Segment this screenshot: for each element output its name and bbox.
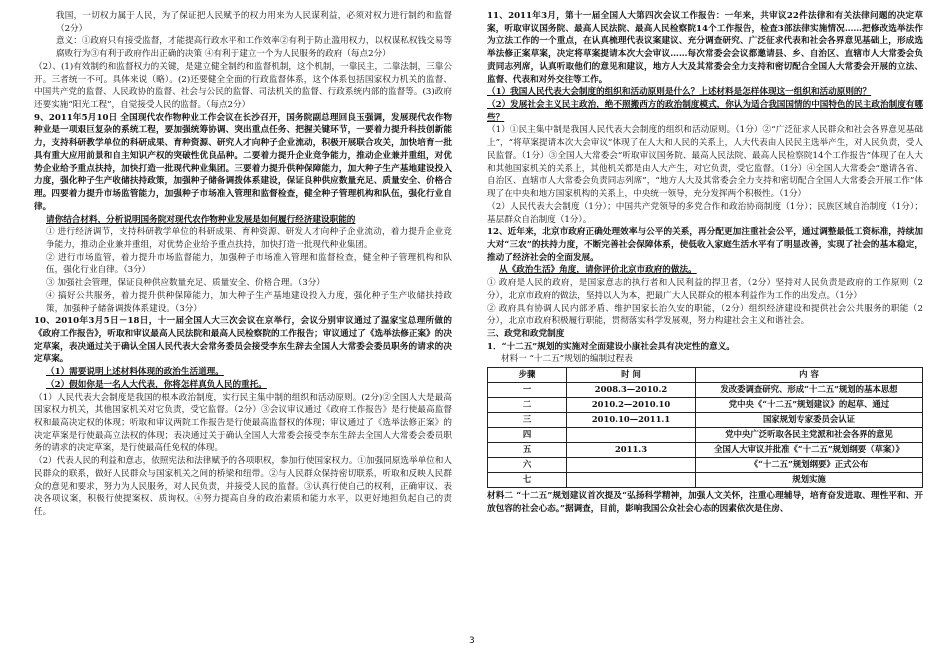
page-number: 3 [469,636,475,646]
table-body [488,383,923,488]
section-title: 三、政党和政党制度 [487,328,565,339]
paragraph: 我国，一切权力属于人民，为了保证把人民赋予的权力用来为人民谋利益，必须对权力进行制约和监督（2分） [56,11,452,34]
table-row [488,473,923,488]
paragraph: ③ 加强社会管理，保证良种供应数量充足、质量安全、价格合理。（3分） [46,278,325,289]
paragraph: （2）发展社会主义民主政治，绝不照搬西方的政治制度模式，你认为适合我国国情的中国特色的民主政治制度有哪些？ [487,100,923,123]
paragraph: ① 政府是人民的政府，是国家意志的执行者和人民利益的捍卫者，（2分）坚持对人民负责是政府的工作原则（2分），北京市政府的做法，坚持以人为本，把最广大人民群众的根本利益作为工作的出发点。（1分） [487,278,923,301]
question-1-title: 1．“十二五”规划的实施对全面建设小康社会具有决定性的意义。 [487,341,735,352]
table-cell-step: 六 [488,458,567,473]
paragraph: 9、2011年5月10日 全国现代农作物种业工作会议在长沙召开，国务院副总理回良玉强调，发展现代农作物种业是一项艰巨复杂的系统工程，要加强统筹协调、突出重点任务、把握关键环节，一要着力提升科技创新能力，支持科研教学单位的科研成果、育种资源、研究人才向种子企业流动，积极开展联合攻关，加快培育一批具有重大应用前景和自主知识产权的突破性优良品种。二要着力提升企业竞争能力，推动企业兼并重组，对优势企业给予重点扶持，加快打造一批现代种业集团。三要着力提升供种保障能力，加大种子生产基地建设投入力度，强化种子生产收储扶持政策，加强种子储备调拨体系建设，保证良种供应数量充足、质量安全、价格合理。四要着力提升市场监管能力，加强种子市场准入管理和监督检查，健全种子管理机构和队伍，强化行业自律。 [34,112,452,212]
paragraph: ① 进行经济调节，支持科研教学单位的科研成果、育种资源、研发人才向种子企业流动，着力提升企业竞争能力，推动企业兼并重组，对优势企业给予重点扶持，加快打造一批现代种业集团。 [46,227,452,250]
table-row [488,428,923,443]
table-header-content: 内 容 [696,368,923,383]
table-cell-step: 二 [488,398,567,413]
table-caption: 材料一 “十二五”规划的编制过程表 [501,354,633,365]
table-cell-time [567,428,696,443]
paragraph: 从《政治生活》角度，请你评价北京市政府的做法。 [499,265,697,276]
table-cell-time: 2010.10—2011.1 [567,413,696,428]
paragraph: 意义：①政府只有接受监督，才能提高行政水平和工作效率②有利于防止滥用权力，以权谋私权钱交易等腐败行为③有利于政府作出正确的决策 ④有利于建立一个为人民服务的政府（每点2分） [56,36,452,60]
table-cell-step: 四 [488,428,567,443]
table-cell-content: 国家规划专家委员会认证 [696,413,923,428]
paragraph: （1）我国人民代表大会制度的组织和活动原则是什么？上述材料是怎样体现这一组织和活动原则的？ [487,87,872,98]
paragraph: （2）代表人民的利益和意志，依照宪法和法律赋予的各项职权，参加行使国家权力。①加强同原选举单位和人民群众的联系，做好人民群众与国家机关之间的桥梁和纽带。②与人民群众保持密切联系，听取和反映人民群众的意见和要求，努力为人民服务，对人民负责，并接受人民的监督。③认真行使自己的权利，正确审议、表决各项议案，积极行使提案权、质询权。④努力提高自身的政治素质和能力水平，以更好地担负起自己的责任。 [34,456,452,518]
table-header-time: 时 间 [567,368,696,383]
right-column-text [487,10,923,328]
table-cell-content: 《“十二五”规划纲要》正式公布 [696,458,923,473]
left-column [34,10,452,519]
table-cell-content: 党中央广泛听取各民主党派和社会各界的意见 [696,428,923,443]
table-row [488,458,923,473]
table-cell-time [567,458,696,473]
paragraph: ② 政府具有协调人民内部矛盾、维护国家长治久安的职能，（2分）组织经济建设和提供社会公共服务的职能（2分），北京市政府积极履行职能，贯彻落实科学发展观，努力构建社会主义和谐社会。 [487,303,923,327]
table-row [488,443,923,458]
paragraph: 10、2010年3月5日－18日，十一届全国人大三次会议在京举行，会议分别审议通过了温家宝总理所做的《政府工作报告》，听取和审议最高人民法院和最高人民检察院的工作报告；审议通过了《选举法修正案》的决定草案，表决通过关于确认全国人民代表大会常务委员会接受李东生辞去全国人大常委会委员职务的请求的决定草案。 [34,316,452,365]
table-cell-content: 规划实施 [696,473,923,488]
table-header-row [488,368,923,383]
table-cell-time: 2011.3 [567,443,696,458]
table-cell-content: 全国人大审议并批准《“十二五”规划纲要（草案）》 [696,443,923,458]
table-row [488,398,923,413]
table-row [488,413,923,428]
table-cell-step: 七 [488,473,567,488]
paragraph: （1）人民代表大会制度是我国的根本政治制度，实行民主集中制的组织和活动原则。(2分)②全国人大是最高国家权力机关，其他国家机关对它负责，受它监督。（2分）③会议审议通过《政府工作报告》是行使最高监督权和最高决定权的体现；听取和审议两院工作报告是行使最高监督权的体现；审议通过了《选举法修正案》的决定草案是行使最高立法权的体现；表决通过关于确认全国人大常委会接受李东生辞去全国人大常委会委员职务的请求的决定草案，是行使最高任免权的体现。 [34,392,452,454]
table-cell-step: 一 [488,383,567,398]
table-cell-step: 五 [488,443,567,458]
table-cell-content: 发改委调查研究、形成“十二五”规划的基本思想 [696,383,923,398]
table-cell-time: 2010.2—2010.10 [567,398,696,413]
paragraph: （1）需要说明上述材料体现的政治生活道理。 [46,367,224,378]
paragraph: （2）人民代表大会制度（1分）；中国共产党领导的多党合作和政治协商制度（1分）；民族区域自治制度（1分）；基层群众自治制度（1分）。 [487,201,923,225]
table-row [488,383,923,398]
table-header-step: 步骤 [488,368,567,383]
table-cell-time [567,473,696,488]
paragraph: 11、2011年3月，第十一届全国人大第四次会议工作报告：一年来，共审议22件法律和有关法律问题的决定草案，听取审议国务院、最高人民法院、最高人民检察院14个工作报告，检查3部法律实施情况……把修改选举法作为立法工作的一个重点，在认真梳理代表议案建议、充分调查研究、广泛征求代表和社会各界意见基础上，形成选举法修正案草案，决定将草案提请本次大会审议……每次常委会会议都邀请县、乡、自治区、直辖市人大常委会负责同志列席，认真听取他们的意见和建议，地方人大及其常委会全力支持和密切配合全国人大常委会开展的立法、监督、代表和对外交往等工作。 [487,11,923,85]
paragraph: 12、近年来，北京市政府正确处理效率与公平的关系，再分配更加注重社会公平，通过调整最低工资标准，持续加大对“三农”的扶持力度，不断完善社会保障体系，使低收入家庭生活水平有了明显改善，实现了社会的基本稳定，推动了经济社会的全面发展。 [487,227,923,263]
table-cell-step: 三 [488,413,567,428]
material-2-text: 材料二 “十二五”规划建议首次提及“弘扬科学精神，加强人文关怀，注重心理辅导，培育奋发进取、理性平和、开放包容的社会心态。”据调查，目前，影响我国公众社会心态的因素依次是住房、 [487,491,923,514]
paragraph: （2）假如你是一名人大代表，你将怎样真负人民的重托。 [46,379,267,390]
table-cell-content: 党中央《“十二五”规划建议》的起草、通过 [696,398,923,413]
table-cell-time: 2008.3—2010.2 [567,383,696,398]
paragraph: （1）①民主集中制是我国人民代表大会制度的组织和活动原则。（1分）②“广泛征求人民群众和社会各界意见基础上”，“将草案提请本次大会审议”体现了在人大和人民的关系上，人大代表由人民民主选举产生，对人民负责，受人民监督。（1分）③全国人大常委会“听取审议国务院、最高人民法院、最高人民检察院14个工作报告”体现了在人大和其他国家机关的关系上，其他机关都是由人大产生，对它负责，受它监督。（1分）④全国人大常委会“邀请各省、自治区、直辖市人大常委会负责同志列席”，“地方人大及其常委会全力支持和密切配合全国人大常委会开展工作”体现了在中央和地方国家机构的关系上，中央统一领导，充分发挥两个积极性。（1分） [487,125,923,200]
paragraph: 请你结合材料，分析说明国务院对现代农作物种业发展是如何履行经济建设职能的 [46,214,356,225]
right-column [487,10,923,516]
paragraph: ④ 搞好公共服务，着力提升供种保障能力，加大种子生产基地建设投入力度，强化种子生产收储扶持政策，加强种子储备调拨体系建设。（3分） [46,290,452,314]
plan-table [487,367,923,488]
paragraph: ② 进行市场监管，着力提升市场监督能力，加强种子市场准入管理和监督检查，健全种子管理机构和队伍，强化行业自律。（3分） [46,252,452,276]
paragraph: （2）、(1)有效制约和监督权力的关键，是建立健全制约和监督机制，这个机制，一靠民主，二靠法制，三靠公开。三者统一不可。具体来说（略）。(2)还要健全全面的行政监督体系，这个体系包括国家权力机关的监督、中国共产党的监督、人民政协的监督、社会与公民的监督、司法机关的监督、行政系统内部的监督等。(3)政府还要实施“阳光工程”，自觉接受人民的监督。（每点2分） [34,61,452,111]
